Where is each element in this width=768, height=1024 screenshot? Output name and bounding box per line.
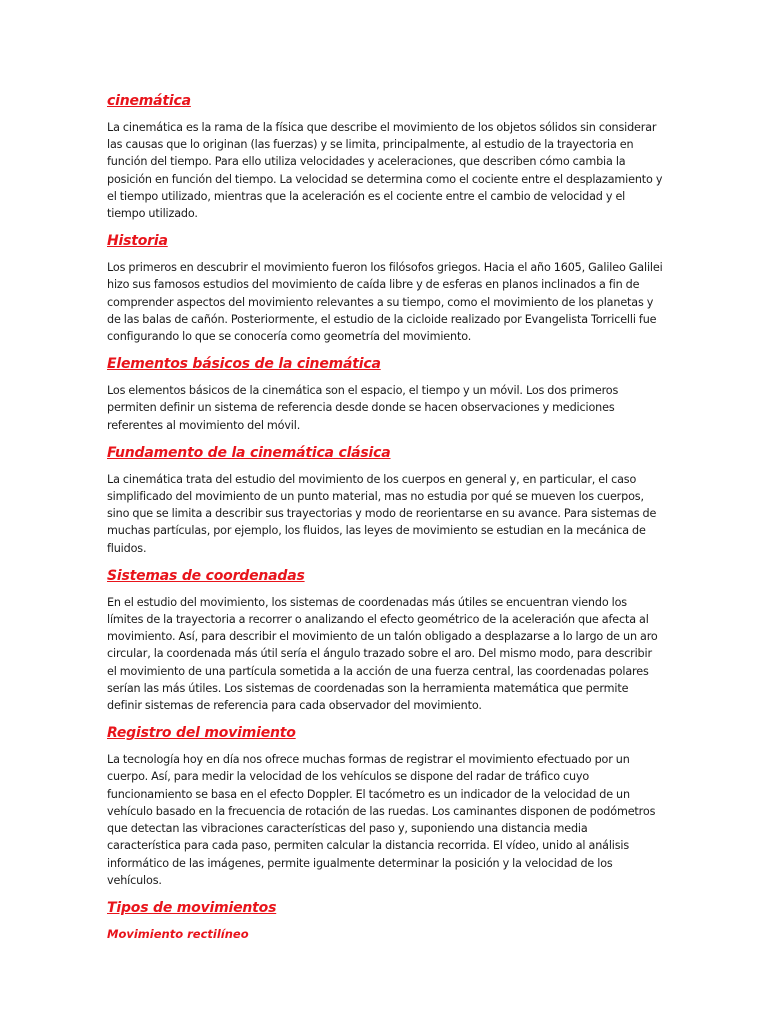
section-heading: Historia: [107, 233, 168, 250]
section-heading: Fundamento de la cinemática clásica: [107, 444, 391, 461]
section-heading: Elementos básicos de la cinemática: [107, 356, 381, 373]
section-registro-movimiento: [107, 723, 663, 889]
section-sistemas-coordenadas: [107, 566, 663, 714]
section-heading: Tipos de movimientos: [107, 899, 277, 916]
section-historia: [107, 231, 663, 345]
section-paragraph: La cinemática es la rama de la física que describe el movimiento de los objetos sólidos sin considerar las causas que lo originan (las fuerzas) y se limita, principalmente, al estudio de la trayectoria en función del tiempo. Para ello utiliza velocidades y aceleraciones, que describen cómo cambia la posición en función del tiempo. La velocidad se determina como el cociente entre el desplazamiento y el tiempo utilizado, mientras que la aceleración es el cociente entre el cambio de velocidad y el tiempo utilizado.: [107, 121, 663, 221]
section-cinematica: [107, 91, 663, 222]
section-tipos-movimientos: [107, 898, 663, 942]
section-subheading: Movimiento rectilíneo: [107, 926, 249, 941]
section-paragraph: Los primeros en descubrir el movimiento fueron los filósofos griegos. Hacia el año 1605, Galileo Galilei hizo sus famosos estudios del movimiento de caída libre y de esferas en planos inclinados a fin de comprender aspectos del movimiento relevantes a su tiempo, como el movimiento de los planetas y de las balas de cañón. Posteriormente, el estudio de la cicloide realizado por Evangelista Torricelli fue configurando lo que se conocería como geometría del movimiento.: [107, 261, 663, 344]
section-paragraph: La tecnología hoy en día nos ofrece muchas formas de registrar el movimiento efectuado por un cuerpo. Así, para medir la velocidad de los vehículos se dispone del radar de tráfico cuyo funcionamiento se basa en el efecto Doppler. El tacómetro es un indicador de la velocidad de un vehículo basado en la frecuencia de rotación de las ruedas. Los caminantes disponen de podómetros que detectan las vibraciones características del paso y, suponiendo una distancia media característica para cada paso, permiten calcular la distancia recorrida. El vídeo, unido al análisis informático de las imágenes, permite igualmente determinar la posición y la velocidad de los vehículos.: [107, 753, 656, 887]
section-heading: Registro del movimiento: [107, 725, 296, 742]
document-page: [107, 91, 663, 942]
section-fundamento: [107, 443, 663, 557]
section-paragraph: Los elementos básicos de la cinemática son el espacio, el tiempo y un móvil. Los dos primeros permiten definir un sistema de referencia desde donde se hacen observaciones y mediciones referentes al movimiento del móvil.: [107, 384, 619, 432]
section-paragraph: La cinemática trata del estudio del movimiento de los cuerpos en general y, en particular, el caso simplificado del movimiento de un punto material, mas no estudia por qué se mueven los cuerpos, sino que se limita a describir sus trayectorias y modo de reorientarse en su avance. Para sistemas de muchas partículas, por ejemplo, los fluidos, las leyes de movimiento se estudian en la mecánica de fluidos.: [107, 472, 657, 555]
section-paragraph: En el estudio del movimiento, los sistemas de coordenadas más útiles se encuentran viendo los límites de la trayectoria a recorrer o analizando el efecto geométrico de la aceleración que afecta al movimiento. Así, para describir el movimiento de un talón obligado a desplazarse a lo largo de un aro circular, la coordenada más útil sería el ángulo trazado sobre el aro. Del mismo modo, para describir el movimiento de una partícula sometida a la acción de una fuerza central, las coordenadas polares serían las más útiles. Los sistemas de coordenadas son la herramienta matemática que permite definir sistemas de referencia para cada observador del movimiento.: [107, 595, 658, 713]
section-elementos-basicos: [107, 354, 663, 434]
section-heading: cinemática: [107, 93, 191, 109]
section-heading: Sistemas de coordenadas: [107, 567, 305, 584]
